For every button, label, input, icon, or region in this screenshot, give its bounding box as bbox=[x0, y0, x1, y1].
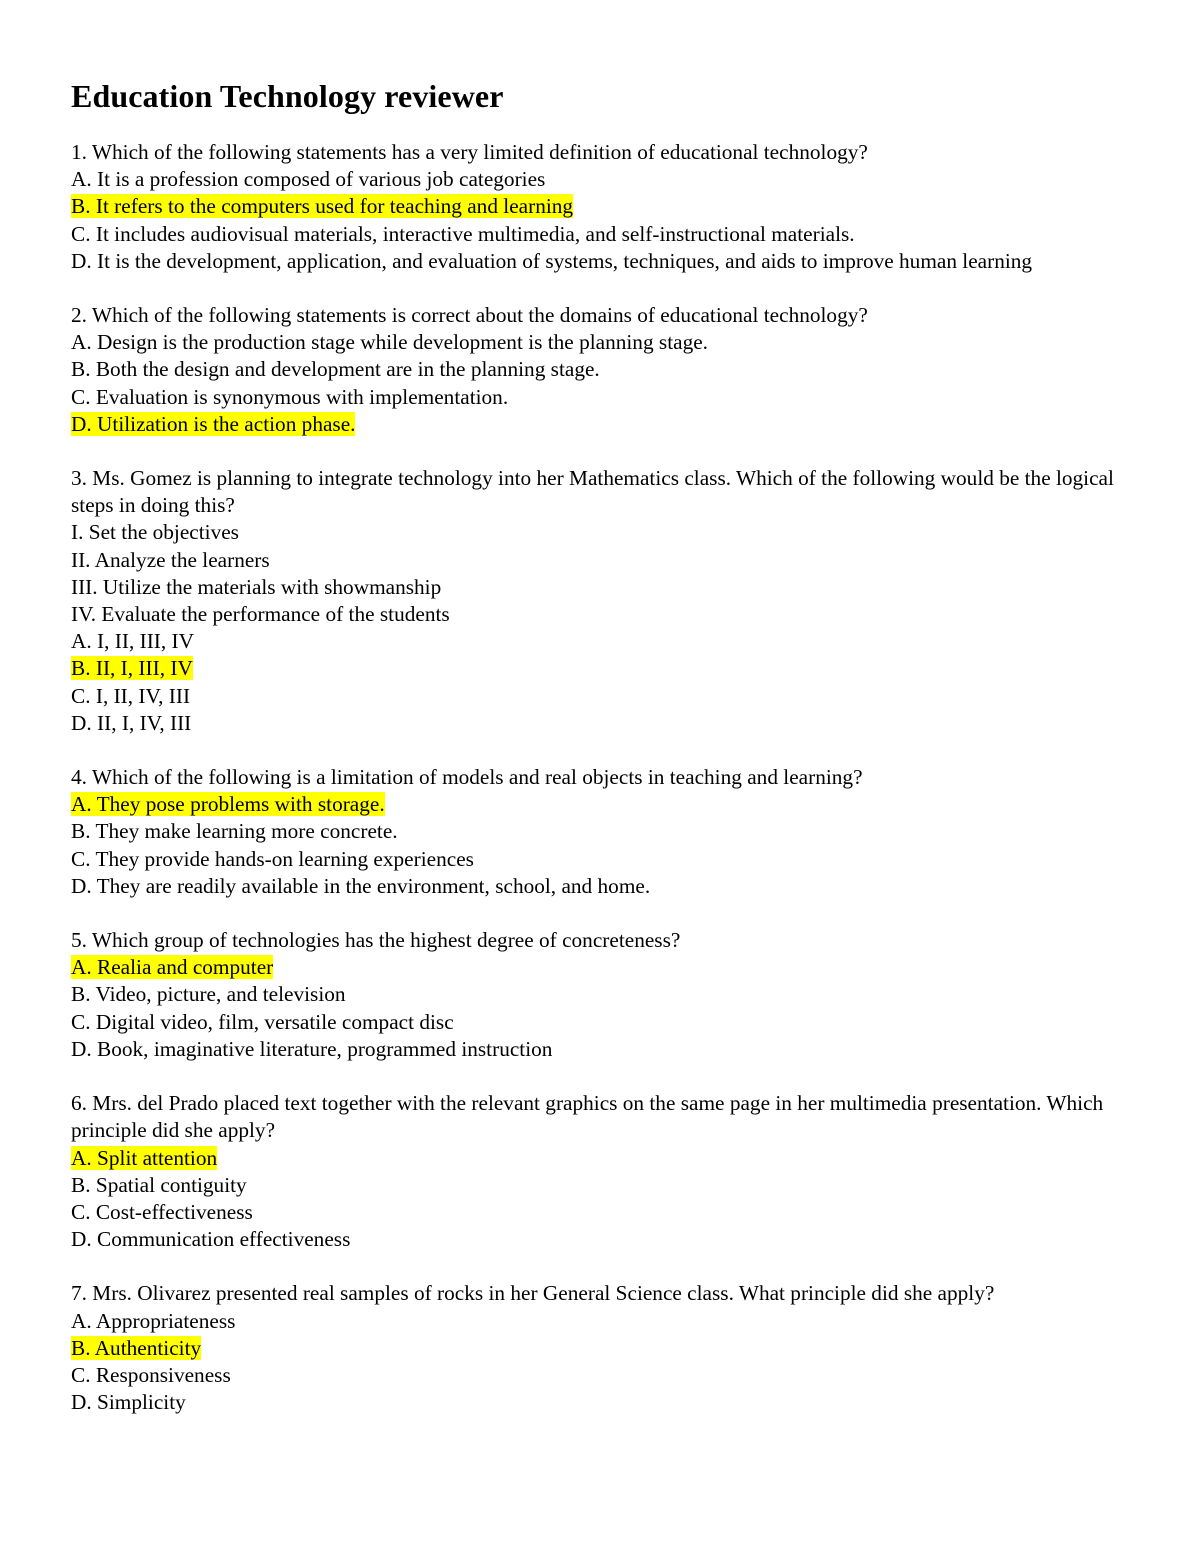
choice-text: C. It includes audiovisual materials, interactive multimedia, and self-instructional materials. bbox=[71, 221, 855, 246]
answer-choice bbox=[71, 356, 1141, 383]
question-stem: 7. Mrs. Olivarez presented real samples of rocks in her General Science class. What principle did she apply? bbox=[71, 1281, 995, 1306]
answer-choice bbox=[71, 1362, 1141, 1389]
answer-choice-highlighted bbox=[71, 1335, 1141, 1362]
question-block bbox=[71, 302, 1141, 438]
answer-choice bbox=[71, 818, 1141, 845]
answer-choice bbox=[71, 1389, 1141, 1416]
question-stem: 6. Mrs. del Prado placed text together with the relevant graphics on the same page in her multimedia presentation. Which principle did she apply? bbox=[71, 1091, 1104, 1143]
choice-text: D. Book, imaginative literature, programmed instruction bbox=[71, 1036, 553, 1061]
question-stem: 4. Which of the following is a limitation of models and real objects in teaching and learning? bbox=[71, 765, 863, 790]
answer-choice bbox=[71, 248, 1141, 275]
question-block bbox=[71, 1280, 1141, 1416]
answer-choice bbox=[71, 1199, 1141, 1226]
answer-choice bbox=[71, 981, 1141, 1008]
choice-text: C. Cost-effectiveness bbox=[71, 1199, 253, 1224]
answer-choice-highlighted bbox=[71, 411, 1141, 438]
answer-choice bbox=[71, 1009, 1141, 1036]
answer-choice bbox=[71, 1226, 1141, 1253]
choice-text: B. Authenticity bbox=[71, 1335, 202, 1360]
choice-text: A. Split attention bbox=[71, 1145, 218, 1170]
choice-text: C. Digital video, film, versatile compact disc bbox=[71, 1009, 454, 1034]
question-stem: 3. Ms. Gomez is planning to integrate technology into her Mathematics class. Which of the following would be the logical steps in doing this? bbox=[71, 466, 1114, 518]
choice-text: A. They pose problems with storage. bbox=[71, 792, 385, 817]
step-item: III. Utilize the materials with showmanship bbox=[71, 574, 442, 599]
document-page bbox=[71, 76, 1141, 1443]
choice-text: B. They make learning more concrete. bbox=[71, 819, 398, 844]
choice-text: A. Realia and computer bbox=[71, 955, 274, 980]
question-stem: 5. Which group of technologies has the highest degree of concreteness? bbox=[71, 928, 681, 953]
choice-text: B. Video, picture, and television bbox=[71, 982, 346, 1007]
answer-choice bbox=[71, 1308, 1141, 1335]
choice-text: A. I, II, III, IV bbox=[71, 629, 194, 654]
answer-choice bbox=[71, 846, 1141, 873]
answer-choice bbox=[71, 628, 1141, 655]
choice-text: C. I, II, IV, III bbox=[71, 683, 191, 708]
step-item: II. Analyze the learners bbox=[71, 547, 270, 572]
choice-text: B. II, I, III, IV bbox=[71, 656, 193, 681]
answer-choice-highlighted bbox=[71, 1145, 1141, 1172]
question-block bbox=[71, 927, 1141, 1063]
choice-text: C. They provide hands-on learning experiences bbox=[71, 846, 474, 871]
question-stem: 2. Which of the following statements is correct about the domains of educational technology? bbox=[71, 303, 868, 328]
question-block bbox=[71, 764, 1141, 900]
choice-text: A. Appropriateness bbox=[71, 1308, 236, 1333]
choice-text: B. Both the design and development are in the planning stage. bbox=[71, 357, 600, 382]
answer-choice bbox=[71, 1172, 1141, 1199]
choice-text: D. Communication effectiveness bbox=[71, 1227, 351, 1252]
step-item: IV. Evaluate the performance of the students bbox=[71, 602, 450, 627]
answer-choice-highlighted bbox=[71, 954, 1141, 981]
question-list bbox=[71, 139, 1141, 1416]
answer-choice bbox=[71, 329, 1141, 356]
answer-choice bbox=[71, 166, 1141, 193]
choice-text: D. It is the development, application, and evaluation of systems, techniques, and aids to improve human learning bbox=[71, 248, 1033, 273]
answer-choice-highlighted bbox=[71, 655, 1141, 682]
answer-choice bbox=[71, 384, 1141, 411]
answer-choice bbox=[71, 710, 1141, 737]
choice-text: D. Simplicity bbox=[71, 1390, 186, 1415]
choice-text: A. Design is the production stage while development is the planning stage. bbox=[71, 330, 709, 355]
choice-text: D. They are readily available in the environment, school, and home. bbox=[71, 873, 651, 898]
answer-choice bbox=[71, 873, 1141, 900]
answer-choice bbox=[71, 221, 1141, 248]
choice-text: B. It refers to the computers used for teaching and learning bbox=[71, 194, 574, 219]
question-stem: 1. Which of the following statements has a very limited definition of educational technology? bbox=[71, 140, 868, 164]
page-title: Education Technology reviewer bbox=[71, 78, 504, 114]
answer-choice bbox=[71, 683, 1141, 710]
question-block bbox=[71, 139, 1141, 275]
answer-choice bbox=[71, 1036, 1141, 1063]
choice-text: D. Utilization is the action phase. bbox=[71, 411, 356, 436]
answer-choice-highlighted bbox=[71, 193, 1141, 220]
choice-text: B. Spatial contiguity bbox=[71, 1172, 247, 1197]
choice-text: C. Evaluation is synonymous with implementation. bbox=[71, 384, 509, 409]
choice-text: C. Responsiveness bbox=[71, 1362, 231, 1387]
answer-choice-highlighted bbox=[71, 791, 1141, 818]
question-block bbox=[71, 1090, 1141, 1253]
question-block bbox=[71, 465, 1141, 737]
choice-text: D. II, I, IV, III bbox=[71, 710, 192, 735]
step-item: I. Set the objectives bbox=[71, 520, 239, 545]
choice-text: A. It is a profession composed of various job categories bbox=[71, 167, 546, 192]
